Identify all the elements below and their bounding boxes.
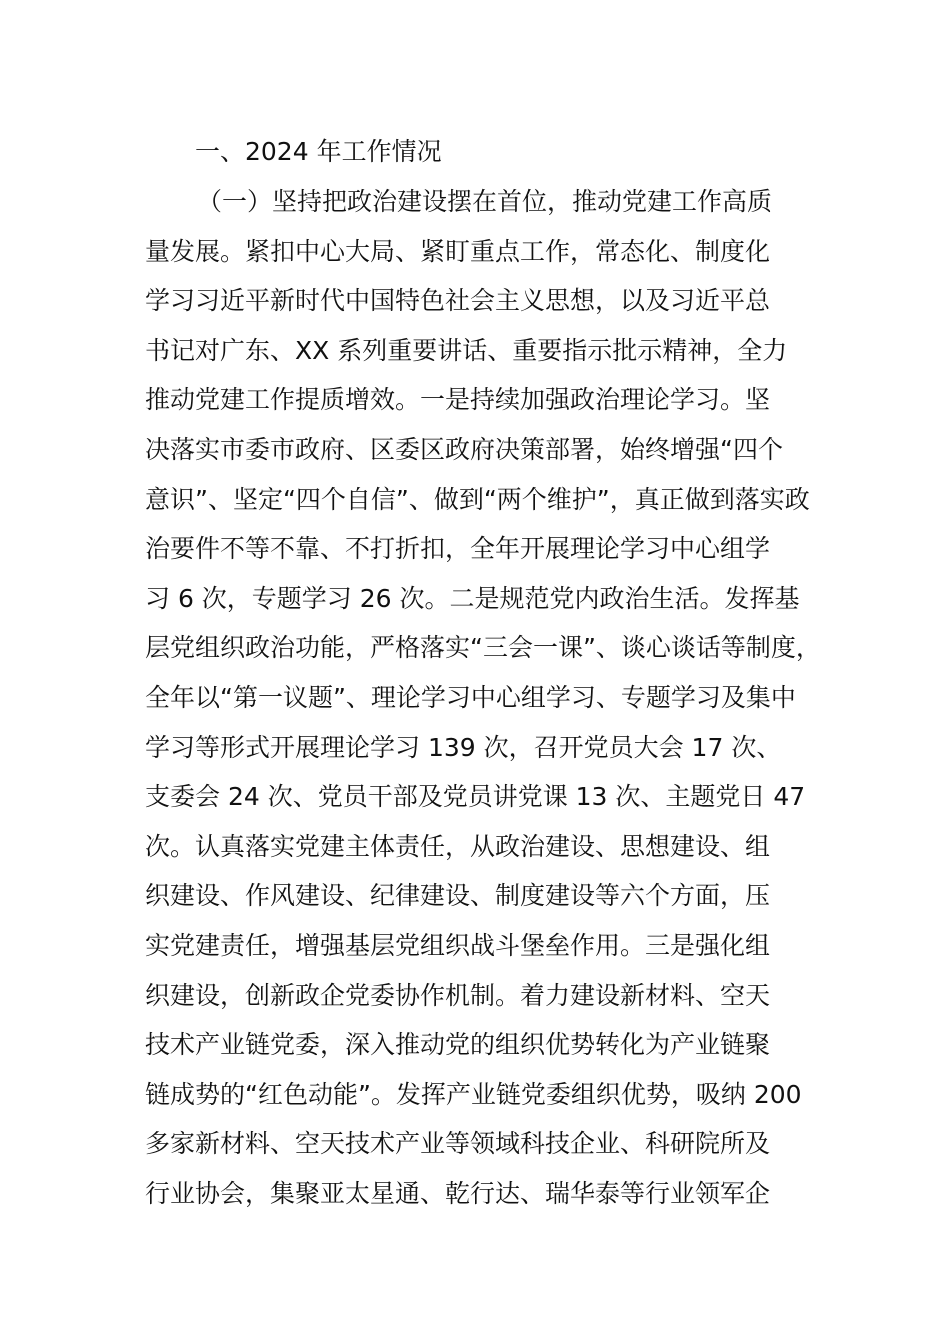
- paragraph-line: 学习等形式开展理论学习 139 次，召开党员大会 17 次、: [145, 732, 782, 762]
- paragraph-line: 层党组织政治功能，严格落实“三会一课”、谈心谈话等制度，: [145, 633, 821, 663]
- paragraph-line: 织建设、作风建设、纪律建设、制度建设等六个方面，压: [145, 881, 771, 911]
- paragraph-line: 习 6 次，专题学习 26 次。二是规范党内政治生活。发挥基: [145, 583, 800, 613]
- body-paragraph: [145, 182, 821, 1223]
- paragraph-line: 技术产业链党委，深入推动党的组织优势转化为产业链聚: [145, 1030, 771, 1060]
- paragraph-line: 链成势的“红色动能”。发挥产业链党委组织优势，吸纳 200: [145, 1079, 802, 1109]
- paragraph-line: 书记对广东、XX 系列重要讲话、重要指示批示精神，全力: [145, 335, 788, 365]
- paragraph-line: 支委会 24 次、党员干部及党员讲党课 13 次、主题党日 47: [145, 782, 806, 812]
- paragraph-line: 量发展。紧扣中心大局、紧盯重点工作，常态化、制度化: [145, 236, 771, 266]
- paragraph-line: 决落实市委市政府、区委区政府决策部署，始终增强“四个: [145, 434, 783, 464]
- paragraph-line: 次。认真落实党建主体责任，从政治建设、思想建设、组: [145, 831, 771, 861]
- paragraph-line: 推动党建工作提质增效。一是持续加强政治理论学习。坚: [145, 385, 771, 415]
- paragraph-line: 实党建责任，增强基层党组织战斗堡垒作用。三是强化组: [145, 930, 771, 960]
- paragraph-line: 行业协会，集聚亚太星通、乾行达、瑞华泰等行业领军企: [145, 1178, 771, 1208]
- paragraph-line: 意识”、坚定“四个自信”、做到“两个维护”，真正做到落实政: [145, 484, 810, 514]
- paragraph-line: 织建设，创新政企党委协作机制。着力建设新材料、空天: [145, 980, 771, 1010]
- paragraph-line: 学习习近平新时代中国特色社会主义思想，以及习近平总: [145, 286, 771, 316]
- paragraph-line: 多家新材料、空天技术产业等领域科技企业、科研院所及: [145, 1129, 771, 1159]
- section-heading: 一、2024 年工作情况: [195, 137, 442, 166]
- paragraph-line: （一）坚持把政治建设摆在首位，推动党建工作高质: [197, 187, 773, 216]
- paragraph-line: 治要件不等不靠、不打折扣，全年开展理论学习中心组学: [145, 534, 771, 564]
- paragraph-line: 全年以“第一议题”、理论学习中心组学习、专题学习及集中: [145, 682, 796, 712]
